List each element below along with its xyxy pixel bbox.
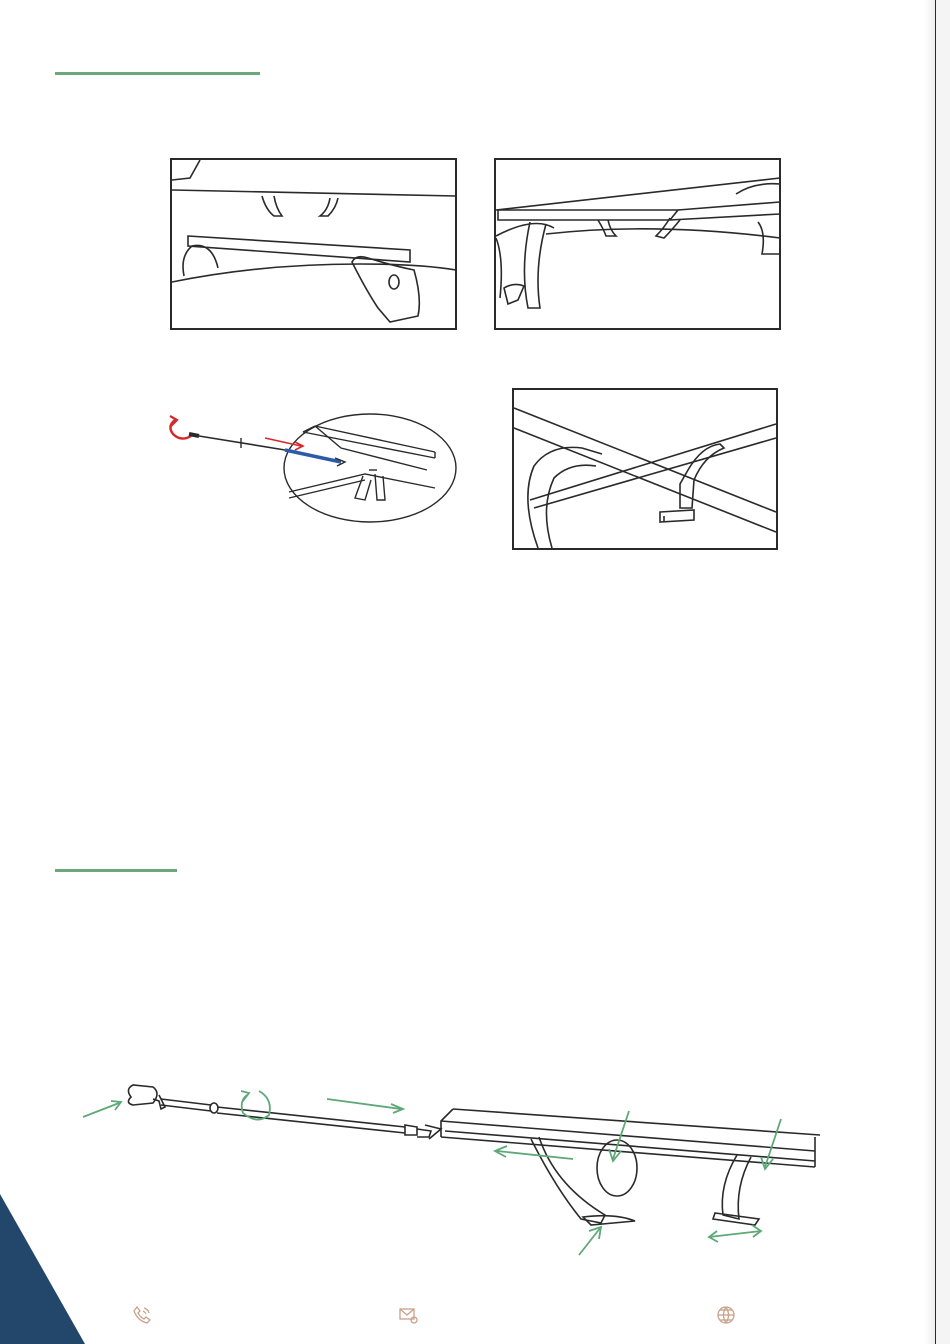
- section-heading-rule: [55, 72, 260, 75]
- web-icon: [716, 1305, 736, 1325]
- roof-bar-parts-diagram: [75, 1075, 820, 1260]
- section-heading-rule: [55, 869, 177, 872]
- tightening-tool-icon: [165, 410, 460, 525]
- corner-decoration: [0, 1194, 85, 1344]
- mail-icon: [399, 1305, 419, 1325]
- roof-bar-mounted-icon: [494, 158, 781, 330]
- foot-clamp-detail-icon: [512, 388, 778, 550]
- phone-icon: [132, 1305, 152, 1325]
- roof-bar-before-icon: [170, 158, 457, 330]
- page-edge: [935, 0, 950, 1344]
